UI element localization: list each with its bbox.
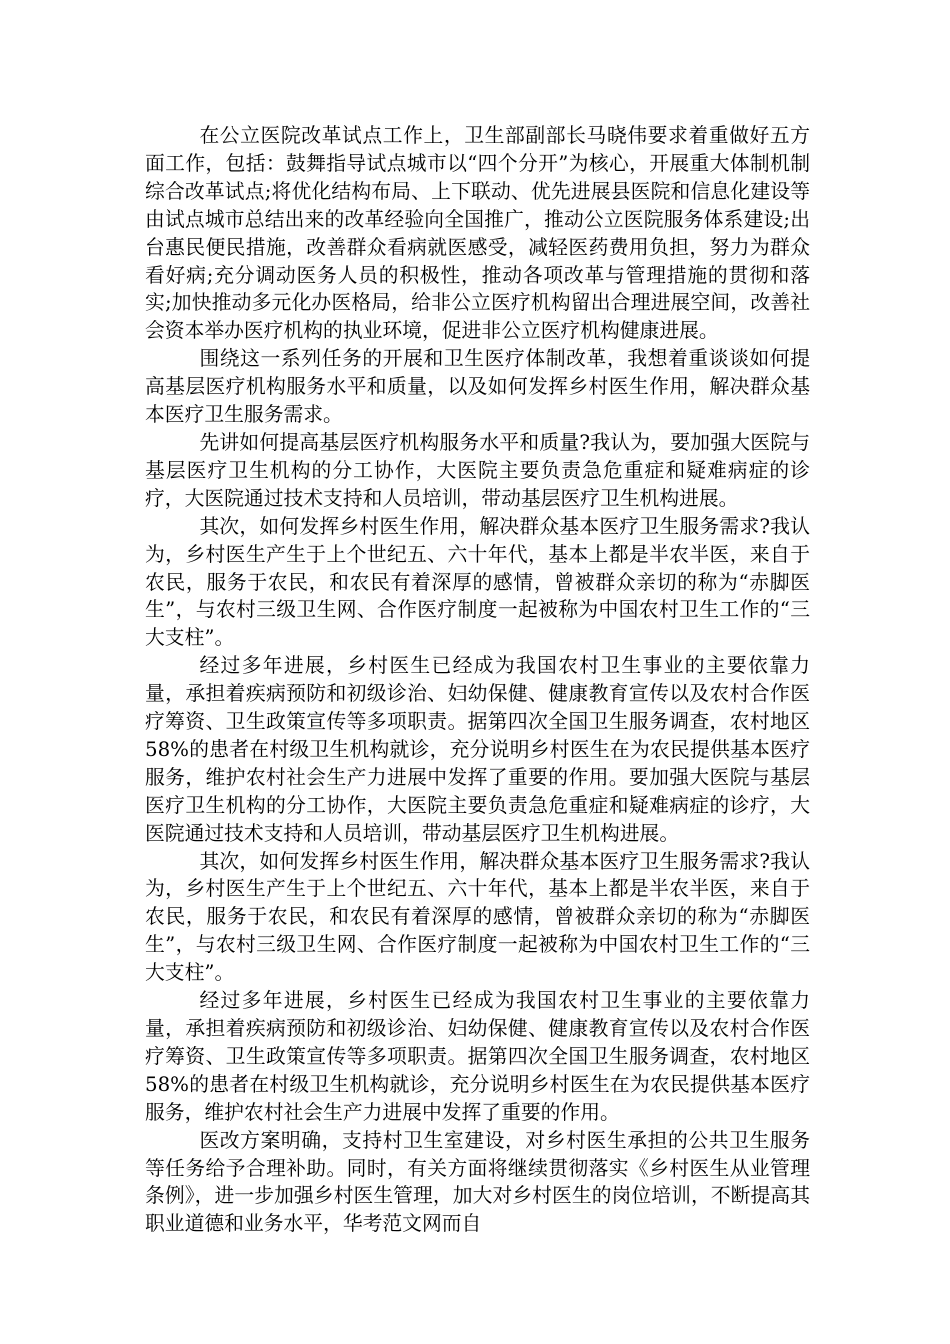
paragraph-5: 经过多年进展，乡村医生已经成为我国农村卫生事业的主要依靠力量，承担着疾病预防和初级诊治、妇幼保健、健康教育宣传以及农村合作医疗筹资、卫生政策宣传等多项职责。据第四次全国卫生服务调查，农村地区58%的患者在村级卫生机构就诊，充分说明乡村医生在为农民提供基本医疗服务，维护农村社会生产力进展中发挥了重要的作用。要加强大医院与基层医疗卫生机构的分工协作，大医院主要负责急危重症和疑难病症的诊疗，大医院通过技术支持和人员培训，带动基层医疗卫生机构进展。 [145,654,810,845]
paragraph-2: 围绕这一系列任务的开展和卫生医疗体制改革，我想着重谈谈如何提高基层医疗机构服务水平和质量，以及如何发挥乡村医生作用，解决群众基本医疗卫生服务需求。 [145,347,810,427]
paragraph-8: 医改方案明确，支持村卫生室建设，对乡村医生承担的公共卫生服务等任务给予合理补助。同时，有关方面将继续贯彻落实《乡村医生从业管理条例》，进一步加强乡村医生管理，加大对乡村医生的岗位培训，不断提高其职业道德和业务水平，华考范文网而自 [145,1128,810,1236]
paragraph-3: 先讲如何提高基层医疗机构服务水平和质量?我认为，要加强大医院与基层医疗卫生机构的分工协作，大医院主要负责急危重症和疑难病症的诊疗，大医院通过技术支持和人员培训，带动基层医疗卫生机构进展。 [145,430,810,510]
paragraph-6: 其次，如何发挥乡村医生作用，解决群众基本医疗卫生服务需求?我认为，乡村医生产生于上个世纪五、六十年代，基本上都是半农半医，来自于农民，服务于农民，和农民有着深厚的感情，曾被群众亲切的称为“赤脚医生”，与农村三级卫生网、合作医疗制度一起被称为中国农村卫生工作的“三大支柱”。 [145,849,810,985]
paragraph-1: 在公立医院改革试点工作上，卫生部副部长马晓伟要求着重做好五方面工作，包括：鼓舞指导试点城市以“四个分开”为核心，开展重大体制机制综合改革试点;将优化结构布局、上下联动、优先进展县医院和信息化建设等由试点城市总结出来的改革经验向全国推广，推动公立医院服务体系建设;出台惠民便民措施，改善群众看病就医感受，减轻医药费用负担，努力为群众看好病;充分调动医务人员的积极性，推动各项改革与管理措施的贯彻和落实;加快推动多元化办医格局，给非公立医疗机构留出合理进展空间，改善社会资本举办医疗机构的执业环境，促进非公立医疗机构健康进展。 [145,124,810,343]
document-body [145,122,810,1238]
paragraph-7: 经过多年进展，乡村医生已经成为我国农村卫生事业的主要依靠力量，承担着疾病预防和初级诊治、妇幼保健、健康教育宣传以及农村合作医疗筹资、卫生政策宣传等多项职责。据第四次全国卫生服务调查，农村地区58%的患者在村级卫生机构就诊，充分说明乡村医生在为农民提供基本医疗服务，维护农村社会生产力进展中发挥了重要的作用。 [145,989,810,1124]
paragraph-4: 其次，如何发挥乡村医生作用，解决群众基本医疗卫生服务需求?我认为，乡村医生产生于上个世纪五、六十年代，基本上都是半农半医，来自于农民，服务于农民，和农民有着深厚的感情，曾被群众亲切的称为“赤脚医生”，与农村三级卫生网、合作医疗制度一起被称为中国农村卫生工作的“三大支柱”。 [145,514,810,650]
